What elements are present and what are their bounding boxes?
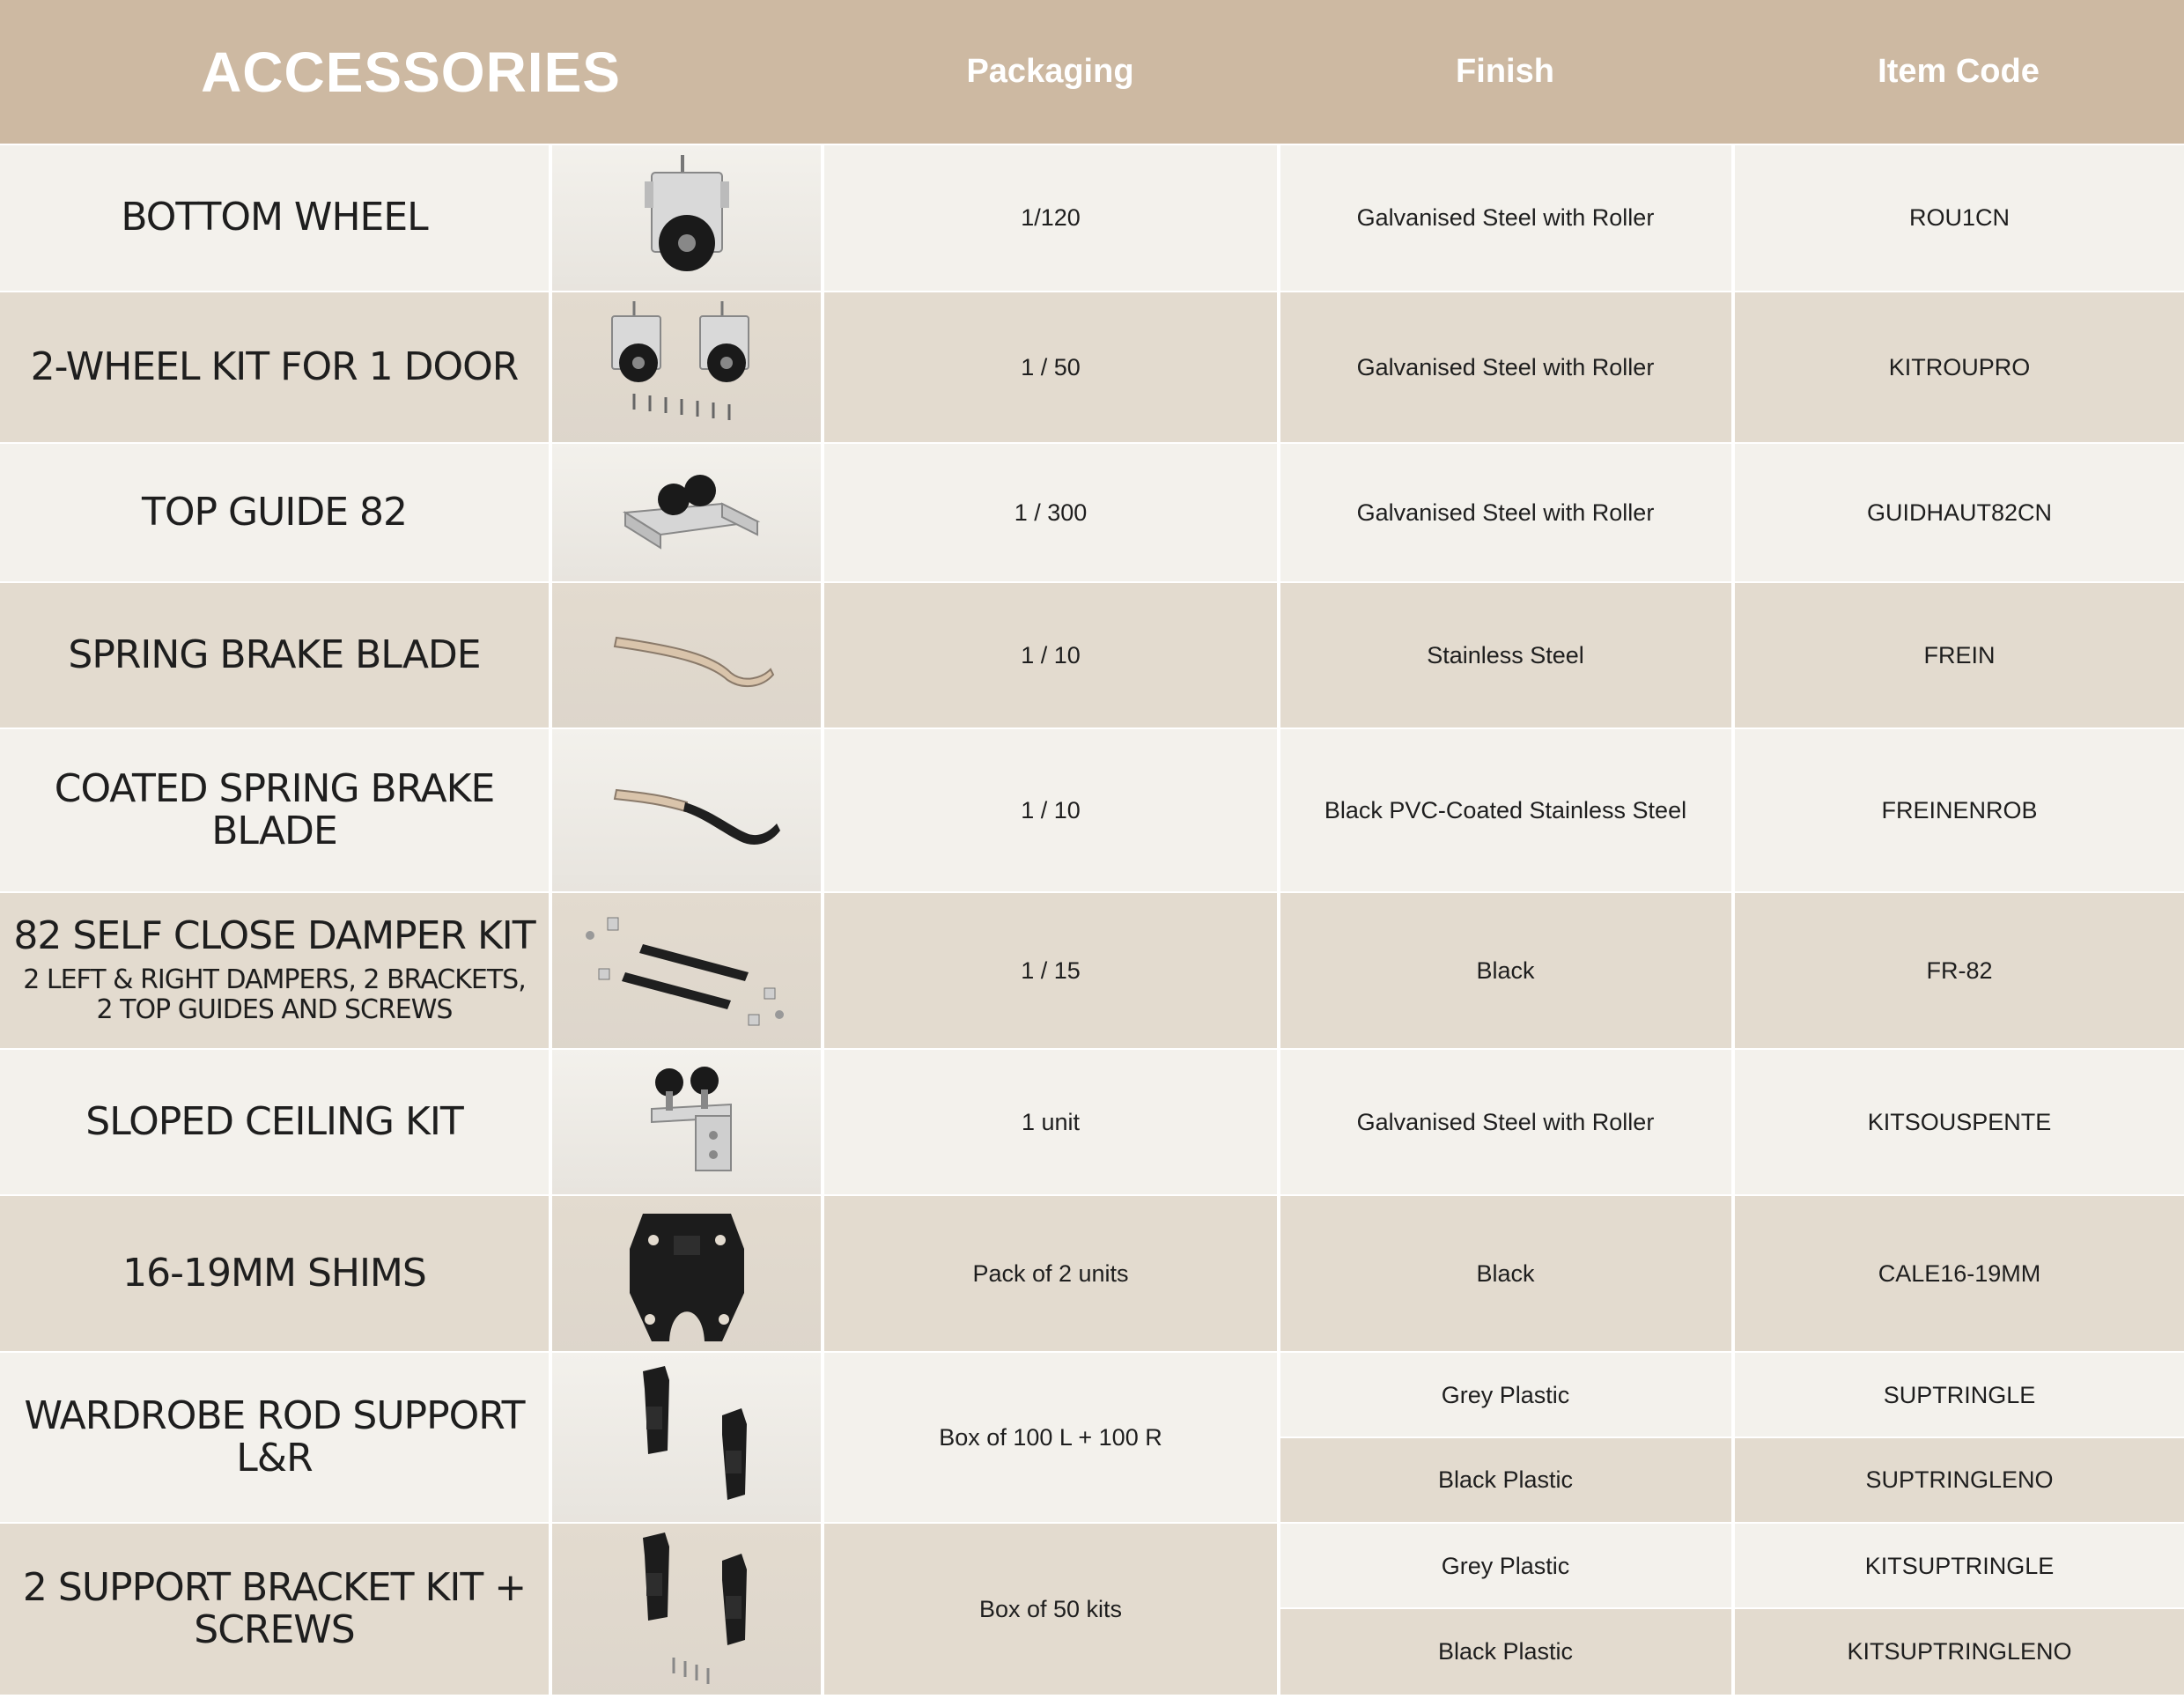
table-row <box>0 1196 2184 1351</box>
item-code-cell: SUPTRINGLENO <box>1865 1466 2054 1493</box>
finish-cell: Galvanised Steel with Roller <box>1356 499 1655 526</box>
sloped-ceiling-image <box>552 1050 821 1194</box>
product-name-cell <box>0 1050 549 1194</box>
table-row <box>0 893 2184 1048</box>
bracket-kit-image <box>552 1524 821 1695</box>
column-divider <box>1731 144 1735 1706</box>
column-header-finish: Finish <box>1456 53 1554 90</box>
item-code-cell: FREINENROB <box>1881 796 2038 823</box>
product-subtitle: 2 LEFT & RIGHT DAMPERS, 2 BRACKETS, 2 TOP GUIDES AND SCREWS <box>23 964 526 1026</box>
coated-blade-image <box>552 729 821 891</box>
column-header-item-code: Item Code <box>1878 53 2040 90</box>
item-code-cell: FREIN <box>1923 641 1996 668</box>
finish-cell: Black Plastic <box>1437 1466 1574 1493</box>
table-header <box>0 0 2184 144</box>
product-name: SLOPED CEILING KIT <box>85 1098 463 1144</box>
item-code-cell: SUPTRINGLE <box>1883 1381 2036 1408</box>
product-name: 82 SELF CLOSE DAMPER KIT <box>13 913 535 959</box>
finish-cell: Black <box>1476 956 1535 984</box>
table-row <box>0 292 2184 442</box>
spring-blade-image <box>552 583 821 727</box>
packaging-cell: 1 / 300 <box>1014 499 1088 526</box>
column-divider <box>821 144 824 1706</box>
row-divider <box>1279 1436 2184 1438</box>
item-code-cell: KITSUPTRINGLENO <box>1847 1637 2072 1665</box>
table-title: ACCESSORIES <box>201 40 621 104</box>
product-name-cell <box>0 1353 549 1522</box>
packaging-cell: Box of 100 L + 100 R <box>939 1423 1162 1451</box>
product-name-cell <box>0 292 549 442</box>
product-name: WARDROBE ROD SUPPORT L&R <box>24 1392 525 1481</box>
packaging-cell: Box of 50 kits <box>978 1595 1123 1622</box>
column-divider <box>1277 144 1280 1706</box>
finish-cell: Black <box>1476 1259 1535 1287</box>
finish-cell: Black PVC-Coated Stainless Steel <box>1324 796 1687 823</box>
product-name-cell <box>0 583 549 727</box>
finish-cell: Grey Plastic <box>1441 1552 1570 1579</box>
product-name: 2-WHEEL KIT FOR 1 DOOR <box>30 343 519 389</box>
table-row <box>0 444 2184 581</box>
product-name: 16-19MM SHIMS <box>122 1250 426 1296</box>
product-name-cell <box>0 729 549 891</box>
finish-cell: Stainless Steel <box>1427 641 1584 668</box>
product-name: BOTTOM WHEEL <box>121 195 428 240</box>
top-guide-image <box>552 444 821 581</box>
item-code-cell: GUIDHAUT82CN <box>1866 499 2053 526</box>
table-row <box>0 1050 2184 1194</box>
finish-cell: Black Plastic <box>1437 1637 1574 1665</box>
shims-image <box>552 1196 821 1351</box>
product-name: 2 SUPPORT BRACKET KIT + SCREWS <box>22 1564 527 1652</box>
bottom-wheel-image <box>552 145 821 291</box>
product-name: SPRING BRAKE BLADE <box>68 631 481 677</box>
packaging-cell: 1/120 <box>1021 204 1081 231</box>
table-row <box>0 1524 2184 1695</box>
damper-kit-image <box>552 893 821 1048</box>
product-name-cell <box>0 1524 549 1695</box>
finish-cell: Galvanised Steel with Roller <box>1356 1108 1655 1135</box>
column-divider <box>549 144 552 1706</box>
item-code-cell: KITSUPTRINGLE <box>1864 1552 2055 1579</box>
finish-cell: Galvanised Steel with Roller <box>1356 353 1655 380</box>
table-row <box>0 583 2184 727</box>
packaging-cell: Pack of 2 units <box>972 1259 1129 1287</box>
item-code-cell: ROU1CN <box>1908 204 2010 231</box>
item-code-cell: KITSOUSPENTE <box>1867 1108 2052 1135</box>
packaging-cell: 1 unit <box>1021 1108 1081 1135</box>
item-code-cell: KITROUPRO <box>1888 353 2031 380</box>
wheel-kit-image <box>552 292 821 442</box>
column-header-packaging: Packaging <box>966 53 1134 90</box>
packaging-cell: 1 / 10 <box>1021 641 1081 668</box>
product-name: TOP GUIDE 82 <box>142 489 407 535</box>
product-name-cell <box>0 444 549 581</box>
packaging-cell: 1 / 50 <box>1021 353 1081 380</box>
product-name-cell <box>0 145 549 291</box>
packaging-cell: 1 / 10 <box>1021 796 1081 823</box>
rod-support-image <box>552 1353 821 1522</box>
row-divider <box>1279 1607 2184 1609</box>
finish-cell: Grey Plastic <box>1441 1381 1570 1408</box>
product-name-cell <box>0 893 549 1048</box>
finish-cell: Galvanised Steel with Roller <box>1356 204 1655 231</box>
item-code-cell: FR-82 <box>1926 956 1993 984</box>
item-code-cell: CALE16-19MM <box>1878 1259 2041 1287</box>
table-row <box>0 729 2184 891</box>
product-name: COATED SPRING BRAKE BLADE <box>54 765 495 853</box>
packaging-cell: 1 / 15 <box>1021 956 1081 984</box>
product-name-cell <box>0 1196 549 1351</box>
table-row <box>0 145 2184 291</box>
